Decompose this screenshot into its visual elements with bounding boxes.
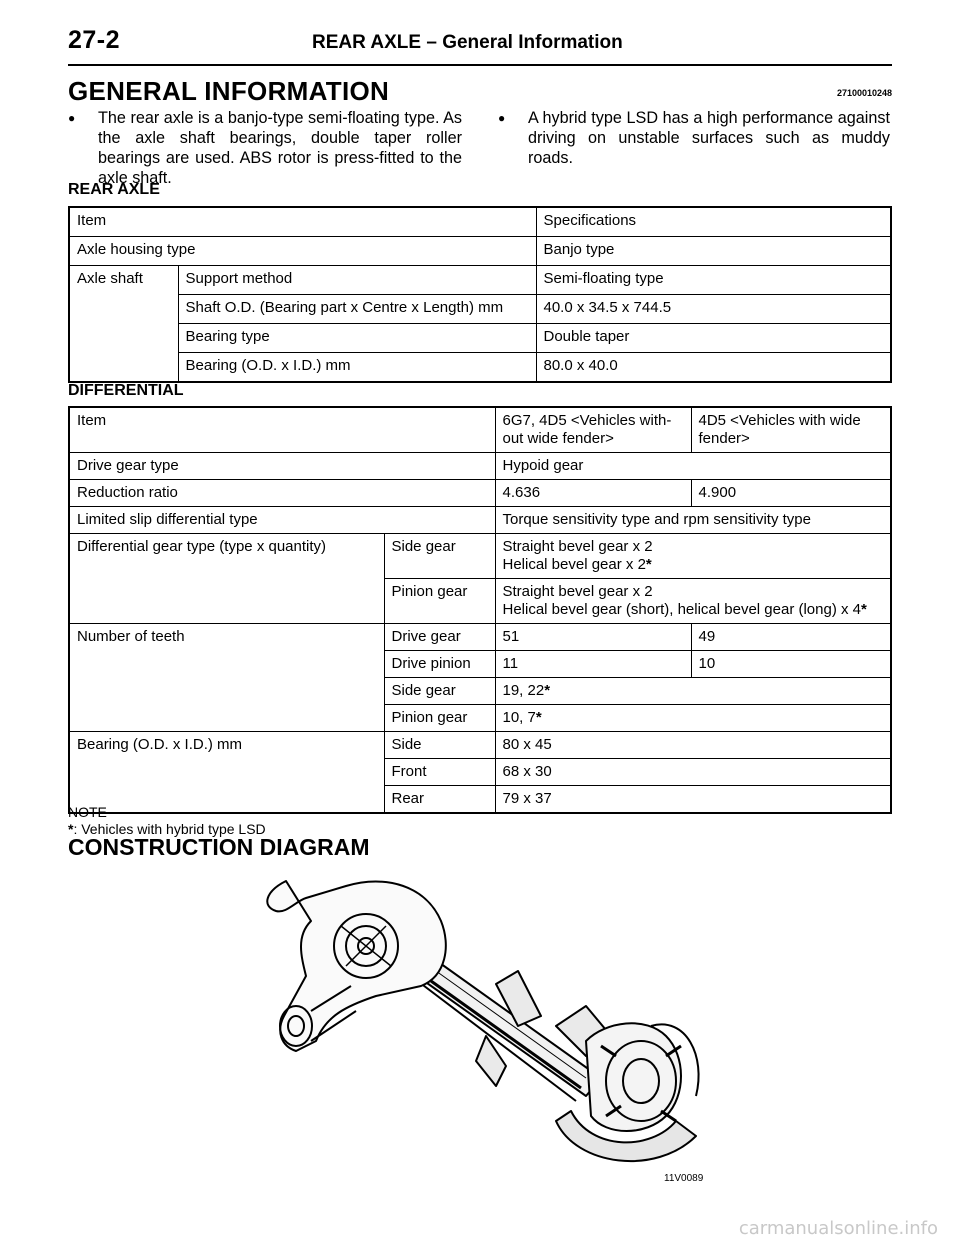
- table-cell: 4.636: [495, 480, 691, 507]
- table-row: [69, 407, 891, 453]
- cell-value: 10, 7: [502, 709, 536, 726]
- table-header-cell: Specifications: [536, 207, 891, 237]
- asterisk-mark: *: [645, 556, 652, 573]
- table-cell: 11: [495, 651, 691, 678]
- section-title-general-information: GENERAL INFORMATION: [68, 76, 390, 106]
- differential-title: DIFFERENTIAL: [68, 382, 184, 399]
- table-cell: Support method: [178, 266, 536, 295]
- section-code: 27100010248: [836, 88, 892, 98]
- cell-line-text: Helical bevel gear (short), helical bevel gear (long) x 4: [502, 601, 862, 618]
- table-cell: Reduction ratio: [69, 480, 495, 507]
- table-cell: [495, 678, 891, 705]
- table-header-cell: Item: [69, 407, 495, 453]
- table-cell: Number of teeth: [69, 624, 384, 732]
- watermark: carmanualsonline.info: [738, 1218, 938, 1239]
- table-cell: 80 x 45: [495, 732, 891, 759]
- table-cell: Drive pinion: [384, 651, 495, 678]
- asterisk-mark: *: [544, 682, 551, 699]
- table-cell: Torque sensitivity type and rpm sensitivity type: [495, 507, 891, 534]
- table-header-cell: Item: [69, 207, 536, 237]
- table-cell: Side gear: [384, 534, 495, 579]
- cell-line-text: Helical bevel gear x 2: [502, 556, 646, 573]
- table-cell: Front: [384, 759, 495, 786]
- bullet-dot-icon: ●: [498, 111, 506, 125]
- page-header: [68, 26, 892, 60]
- table-row: [69, 480, 891, 507]
- figure-code: 11V0089: [664, 1173, 704, 1184]
- table-cell: 49: [691, 624, 891, 651]
- table-row: [69, 732, 891, 759]
- cell-line: [503, 556, 884, 574]
- table-cell: Drive gear: [384, 624, 495, 651]
- table-cell: Double taper: [536, 324, 891, 353]
- table-cell: [495, 705, 891, 732]
- table-cell: Pinion gear: [384, 705, 495, 732]
- table-cell: Rear: [384, 786, 495, 814]
- asterisk-mark: *: [535, 709, 542, 726]
- table-cell: 10: [691, 651, 891, 678]
- header-rule: [68, 64, 892, 66]
- cell-line: [503, 601, 884, 619]
- table-cell: [495, 579, 891, 624]
- rear-axle-title: REAR AXLE: [68, 181, 160, 198]
- table-row: [69, 324, 891, 353]
- bullet-text: A hybrid type LSD has a high performance against driving on unstable surfaces such as muddy roads.: [528, 109, 890, 167]
- note-title: NOTE: [68, 804, 107, 820]
- running-title: REAR AXLE – General Information: [312, 32, 623, 53]
- table-cell: 51: [495, 624, 691, 651]
- table-cell: 4.900: [691, 480, 891, 507]
- table-cell: [495, 534, 891, 579]
- note-block: [68, 804, 266, 838]
- table-row: [69, 534, 891, 579]
- rear-axle-table: [68, 206, 892, 383]
- table-cell: 80.0 x 40.0: [536, 353, 891, 383]
- table-row: [69, 237, 891, 266]
- table-cell: Bearing (O.D. x I.D.) mm: [69, 732, 384, 814]
- bullet-item: [68, 108, 462, 188]
- rear-axle-construction-diagram: [256, 866, 726, 1186]
- cell-value: 19, 22: [502, 682, 545, 699]
- table-cell: 40.0 x 34.5 x 744.5: [536, 295, 891, 324]
- table-cell: 79 x 37: [495, 786, 891, 814]
- table-cell: Axle housing type: [69, 237, 536, 266]
- table-cell: Shaft O.D. (Bearing part x Centre x Length) mm: [178, 295, 536, 324]
- table-cell: Semi-floating type: [536, 266, 891, 295]
- table-header-cell: 6G7, 4D5 <Vehicles with-out wide fender>: [495, 407, 691, 453]
- note-text: : Vehicles with hybrid type LSD: [73, 821, 266, 837]
- table-cell: Hypoid gear: [495, 453, 891, 480]
- table-cell: Axle shaft: [69, 266, 178, 383]
- table-cell: Side gear: [384, 678, 495, 705]
- table-cell: Banjo type: [536, 237, 891, 266]
- cell-line: Straight bevel gear x 2: [502, 583, 653, 600]
- construction-diagram-title: CONSTRUCTION DIAGRAM: [68, 834, 370, 860]
- bullet-text: The rear axle is a banjo-type semi-floating type. As the axle shaft bearings, double taper roller bearings are used. ABS rotor is press-fitted to the axle shaft.: [98, 109, 462, 187]
- table-row: [69, 266, 891, 295]
- bullet-dot-icon: ●: [68, 111, 76, 125]
- table-cell: Drive gear type: [69, 453, 495, 480]
- asterisk-mark: *: [68, 821, 74, 837]
- bullet-item: [498, 108, 890, 168]
- table-cell: 68 x 30: [495, 759, 891, 786]
- table-cell: Bearing type: [178, 324, 536, 353]
- table-row: [69, 295, 891, 324]
- table-row: [69, 353, 891, 383]
- table-row: [69, 207, 891, 237]
- table-header-cell: 4D5 <Vehicles with wide fender>: [691, 407, 891, 453]
- table-row: [69, 507, 891, 534]
- differential-table: [68, 406, 892, 814]
- table-cell: Limited slip differential type: [69, 507, 495, 534]
- table-cell: Side: [384, 732, 495, 759]
- table-row: [69, 453, 891, 480]
- table-cell: Bearing (O.D. x I.D.) mm: [178, 353, 536, 383]
- table-row: [69, 624, 891, 651]
- table-cell: Pinion gear: [384, 579, 495, 624]
- cell-line: Straight bevel gear x 2: [502, 538, 653, 555]
- table-cell: Differential gear type (type x quantity): [69, 534, 384, 624]
- page-number: 27-2: [68, 26, 121, 54]
- asterisk-mark: *: [861, 601, 867, 618]
